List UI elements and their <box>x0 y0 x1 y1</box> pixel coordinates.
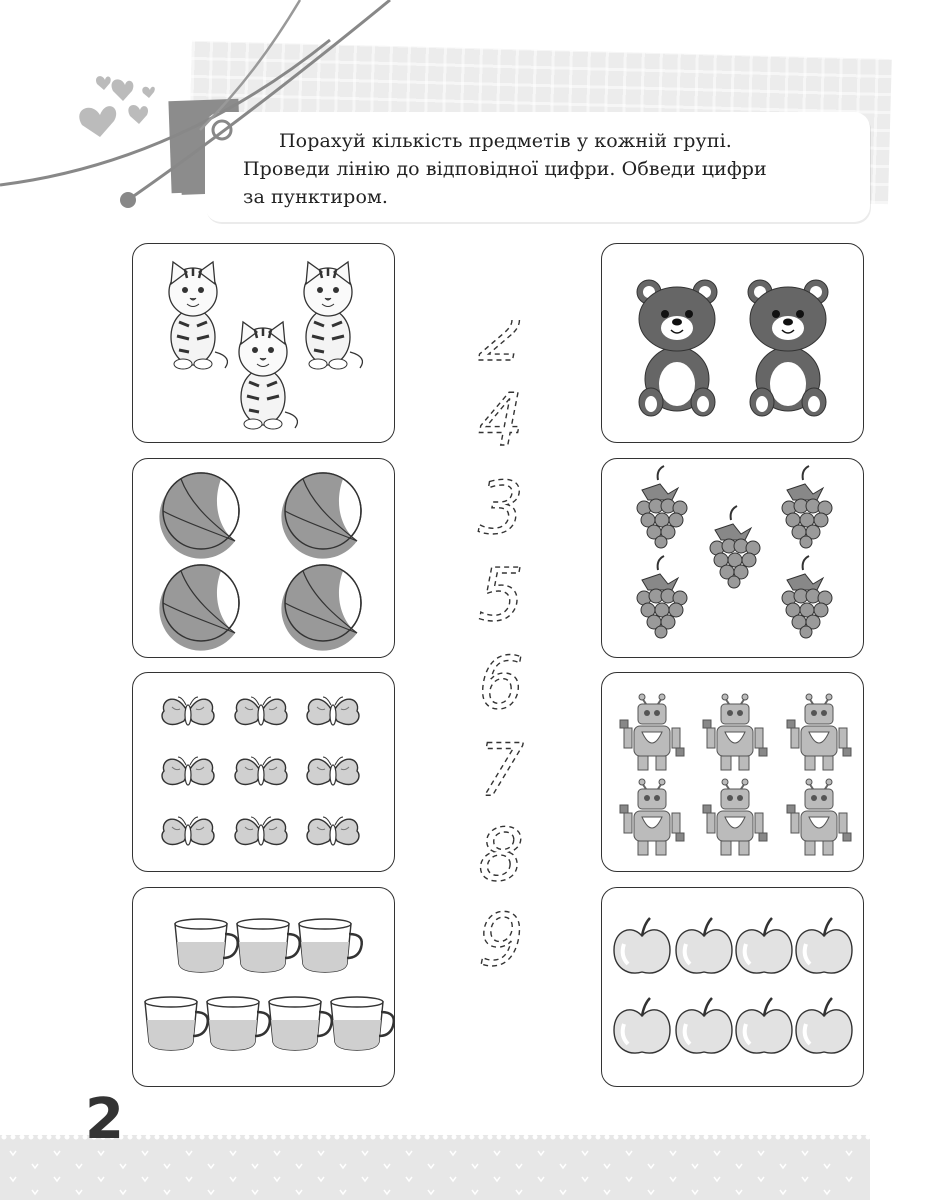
border-dot-icon <box>848 1135 853 1140</box>
pattern-heart-icon <box>824 1164 830 1168</box>
border-dot-icon <box>740 1135 745 1140</box>
border-dot-icon <box>173 1135 178 1140</box>
border-dot-icon <box>443 1135 448 1140</box>
border-dot-icon <box>632 1135 637 1140</box>
bottom-pattern-svg <box>0 1135 870 1200</box>
border-dot-icon <box>677 1135 682 1140</box>
pattern-heart-icon <box>604 1164 610 1168</box>
border-dot-icon <box>20 1135 25 1140</box>
border-dot-icon <box>650 1135 655 1140</box>
border-dot-icon <box>29 1135 34 1140</box>
border-dot-icon <box>191 1135 196 1140</box>
group-kittens[interactable] <box>132 243 395 443</box>
border-dot-icon <box>236 1135 241 1140</box>
pattern-heart-icon <box>142 1151 148 1155</box>
pattern-heart-icon <box>736 1164 742 1168</box>
instruction-line-1: Порахуй кількість предметів у кожній групі. <box>279 130 732 152</box>
border-dot-icon <box>11 1135 16 1140</box>
border-dot-icon <box>812 1135 817 1140</box>
group-raspberries[interactable] <box>601 458 864 658</box>
pattern-heart-icon <box>186 1177 192 1181</box>
border-dot-icon <box>722 1135 727 1140</box>
trace-digit-6[interactable]: 6 <box>478 641 524 725</box>
border-dot-icon <box>56 1135 61 1140</box>
border-dot-icon <box>857 1135 862 1140</box>
trace-digits-svg <box>465 320 545 1020</box>
pattern-heart-icon <box>846 1151 852 1155</box>
cups-illustration <box>133 888 396 1088</box>
pattern-heart-icon <box>626 1177 632 1181</box>
pattern-heart-icon <box>32 1164 38 1168</box>
group-balls[interactable] <box>132 458 395 658</box>
border-dot-icon <box>695 1135 700 1140</box>
border-dot-icon <box>128 1135 133 1140</box>
border-dot-icon <box>317 1135 322 1140</box>
pattern-heart-icon <box>472 1164 478 1168</box>
pattern-heart-icon <box>274 1177 280 1181</box>
border-dot-icon <box>281 1135 286 1140</box>
pattern-heart-icon <box>604 1190 610 1194</box>
pattern-heart-icon <box>76 1190 82 1194</box>
balls-illustration <box>133 459 396 659</box>
pattern-heart-icon <box>340 1164 346 1168</box>
pattern-heart-icon <box>516 1164 522 1168</box>
pattern-heart-icon <box>802 1177 808 1181</box>
border-dot-icon <box>74 1135 79 1140</box>
pattern-heart-icon <box>230 1151 236 1155</box>
border-dot-icon <box>821 1135 826 1140</box>
pattern-heart-icon <box>582 1177 588 1181</box>
border-dot-icon <box>299 1135 304 1140</box>
border-dot-icon <box>38 1135 43 1140</box>
pattern-heart-icon <box>120 1190 126 1194</box>
border-dot-icon <box>506 1135 511 1140</box>
pattern-heart-icon <box>560 1164 566 1168</box>
pattern-heart-icon <box>384 1190 390 1194</box>
trace-digit-7[interactable]: 7 <box>478 728 524 812</box>
border-dot-icon <box>200 1135 205 1140</box>
pattern-heart-icon <box>582 1151 588 1155</box>
border-dot-icon <box>704 1135 709 1140</box>
border-dot-icon <box>164 1135 169 1140</box>
border-dot-icon <box>785 1135 790 1140</box>
border-dot-icon <box>749 1135 754 1140</box>
border-dot-icon <box>623 1135 628 1140</box>
pattern-heart-icon <box>538 1151 544 1155</box>
heart-icon <box>79 76 155 137</box>
instruction-text <box>243 127 843 211</box>
pattern-heart-icon <box>164 1190 170 1194</box>
apples-illustration <box>602 888 865 1088</box>
border-dot-icon <box>371 1135 376 1140</box>
pattern-heart-icon <box>560 1190 566 1194</box>
pattern-heart-icon <box>164 1164 170 1168</box>
group-apples[interactable] <box>601 887 864 1087</box>
robots-illustration <box>602 673 865 873</box>
pattern-heart-icon <box>10 1151 16 1155</box>
border-dot-icon <box>713 1135 718 1140</box>
pattern-heart-icon <box>516 1190 522 1194</box>
border-dot-icon <box>452 1135 457 1140</box>
pattern-heart-icon <box>32 1190 38 1194</box>
trace-digits-column <box>465 320 545 1020</box>
trace-digit-3[interactable]: 3 <box>478 466 524 550</box>
border-dot-icon <box>380 1135 385 1140</box>
pattern-heart-icon <box>472 1190 478 1194</box>
border-dot-icon <box>2 1135 7 1140</box>
pattern-heart-icon <box>846 1177 852 1181</box>
pattern-heart-icon <box>296 1164 302 1168</box>
pattern-heart-icon <box>384 1164 390 1168</box>
pattern-heart-icon <box>714 1177 720 1181</box>
pattern-heart-icon <box>494 1151 500 1155</box>
pattern-heart-icon <box>318 1151 324 1155</box>
border-dot-icon <box>533 1135 538 1140</box>
border-dot-icon <box>551 1135 556 1140</box>
border-dot-icon <box>641 1135 646 1140</box>
border-dot-icon <box>254 1135 259 1140</box>
border-dot-icon <box>839 1135 844 1140</box>
pattern-heart-icon <box>758 1177 764 1181</box>
trace-digit-2[interactable]: 2 <box>478 320 524 377</box>
border-dot-icon <box>569 1135 574 1140</box>
border-dot-icon <box>731 1135 736 1140</box>
pattern-heart-icon <box>296 1190 302 1194</box>
border-dot-icon <box>767 1135 772 1140</box>
page-number: 2 <box>85 1087 124 1152</box>
border-dot-icon <box>524 1135 529 1140</box>
pattern-heart-icon <box>780 1190 786 1194</box>
pattern-heart-icon <box>54 1151 60 1155</box>
pattern-heart-icon <box>406 1177 412 1181</box>
pattern-heart-icon <box>340 1190 346 1194</box>
pattern-heart-icon <box>54 1177 60 1181</box>
border-dot-icon <box>308 1135 313 1140</box>
pattern-heart-icon <box>648 1190 654 1194</box>
border-dot-icon <box>146 1135 151 1140</box>
border-dot-icon <box>470 1135 475 1140</box>
pattern-heart-icon <box>626 1151 632 1155</box>
border-dot-icon <box>362 1135 367 1140</box>
border-dot-icon <box>65 1135 70 1140</box>
border-dot-icon <box>461 1135 466 1140</box>
border-dot-icon <box>542 1135 547 1140</box>
border-dot-icon <box>776 1135 781 1140</box>
raspberries-illustration <box>602 459 865 659</box>
teddy-bears-illustration <box>602 244 865 444</box>
pattern-heart-icon <box>692 1190 698 1194</box>
kittens-illustration <box>133 244 396 444</box>
trace-digit-4[interactable]: 4 <box>478 378 524 462</box>
pattern-heart-icon <box>274 1151 280 1155</box>
pattern-heart-icon <box>780 1164 786 1168</box>
pattern-heart-icon <box>252 1190 258 1194</box>
pattern-heart-icon <box>450 1151 456 1155</box>
border-dot-icon <box>578 1135 583 1140</box>
border-dot-icon <box>407 1135 412 1140</box>
border-dot-icon <box>290 1135 295 1140</box>
border-dot-icon <box>389 1135 394 1140</box>
trace-digit-5[interactable]: 5 <box>478 553 524 637</box>
pattern-heart-icon <box>208 1164 214 1168</box>
pattern-heart-icon <box>318 1177 324 1181</box>
pattern-heart-icon <box>758 1151 764 1155</box>
pattern-heart-icon <box>208 1190 214 1194</box>
instruction-line-3: за пунктиром. <box>243 186 389 208</box>
pattern-heart-icon <box>120 1164 126 1168</box>
border-dot-icon <box>398 1135 403 1140</box>
pattern-heart-icon <box>648 1164 654 1168</box>
pattern-heart-icon <box>824 1190 830 1194</box>
pattern-heart-icon <box>450 1177 456 1181</box>
pattern-heart-icon <box>802 1151 808 1155</box>
butterflies-illustration <box>133 673 396 873</box>
pattern-heart-icon <box>670 1177 676 1181</box>
pattern-heart-icon <box>428 1190 434 1194</box>
border-dot-icon <box>137 1135 142 1140</box>
pattern-heart-icon <box>428 1164 434 1168</box>
border-dot-icon <box>560 1135 565 1140</box>
border-dot-icon <box>227 1135 232 1140</box>
pattern-heart-icon <box>98 1177 104 1181</box>
group-cups[interactable] <box>132 887 395 1087</box>
pattern-heart-icon <box>252 1164 258 1168</box>
border-dot-icon <box>794 1135 799 1140</box>
border-dot-icon <box>596 1135 601 1140</box>
border-dot-icon <box>182 1135 187 1140</box>
pattern-heart-icon <box>76 1164 82 1168</box>
border-dot-icon <box>587 1135 592 1140</box>
border-dot-icon <box>515 1135 520 1140</box>
border-dot-icon <box>497 1135 502 1140</box>
border-dot-icon <box>245 1135 250 1140</box>
border-dot-icon <box>605 1135 610 1140</box>
group-robots[interactable] <box>601 672 864 872</box>
pattern-heart-icon <box>186 1151 192 1155</box>
pattern-heart-icon <box>494 1177 500 1181</box>
border-dot-icon <box>335 1135 340 1140</box>
border-dot-icon <box>425 1135 430 1140</box>
pattern-heart-icon <box>406 1151 412 1155</box>
trace-digit-8[interactable]: 8 <box>478 813 524 897</box>
border-dot-icon <box>668 1135 673 1140</box>
border-dot-icon <box>326 1135 331 1140</box>
pattern-heart-icon <box>670 1151 676 1155</box>
border-dot-icon <box>155 1135 160 1140</box>
bottom-pattern-strip <box>0 1135 870 1200</box>
border-dot-icon <box>344 1135 349 1140</box>
pattern-heart-icon <box>142 1177 148 1181</box>
border-dot-icon <box>209 1135 214 1140</box>
branch-bead-icon <box>120 192 136 208</box>
group-butterflies[interactable] <box>132 672 395 872</box>
border-dot-icon <box>758 1135 763 1140</box>
border-dot-icon <box>614 1135 619 1140</box>
border-dot-icon <box>866 1135 871 1140</box>
border-dot-icon <box>272 1135 277 1140</box>
border-dot-icon <box>353 1135 358 1140</box>
instruction-line-2: Проведи лінію до відповідної цифри. Обведи цифри <box>243 158 767 180</box>
pattern-heart-icon <box>362 1177 368 1181</box>
border-dot-icon <box>686 1135 691 1140</box>
border-dot-icon <box>263 1135 268 1140</box>
pattern-heart-icon <box>538 1177 544 1181</box>
pattern-heart-icon <box>10 1177 16 1181</box>
border-dot-icon <box>830 1135 835 1140</box>
pattern-heart-icon <box>230 1177 236 1181</box>
border-dot-icon <box>479 1135 484 1140</box>
pattern-heart-icon <box>692 1164 698 1168</box>
border-dot-icon <box>803 1135 808 1140</box>
pattern-heart-icon <box>714 1151 720 1155</box>
border-dot-icon <box>218 1135 223 1140</box>
border-dot-icon <box>416 1135 421 1140</box>
group-teddy-bears[interactable] <box>601 243 864 443</box>
trace-digit-9[interactable]: 9 <box>478 898 524 982</box>
border-dot-icon <box>659 1135 664 1140</box>
pattern-heart-icon <box>736 1190 742 1194</box>
border-dot-icon <box>488 1135 493 1140</box>
pattern-heart-icon <box>362 1151 368 1155</box>
border-dot-icon <box>47 1135 52 1140</box>
border-dot-icon <box>434 1135 439 1140</box>
